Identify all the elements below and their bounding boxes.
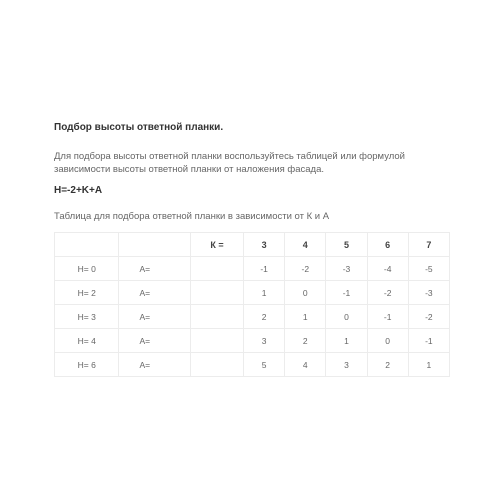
header-empty-cell	[119, 233, 191, 257]
empty-cell	[191, 305, 244, 329]
a-label-cell: А=	[119, 329, 191, 353]
intro-paragraph: Для подбора высоты ответной планки воспользуйтесь таблицей или формулой зависимости высоты ответной планки от наложения фасада.	[54, 151, 405, 175]
formula: Н=-2+K+A	[54, 185, 103, 196]
k-value-cell: 6	[367, 233, 408, 257]
h-cell: Н= 2	[55, 281, 119, 305]
lookup-table	[54, 232, 450, 377]
a-value-cell: -5	[408, 257, 449, 281]
a-value-cell: 1	[408, 353, 449, 377]
a-value-cell: -3	[326, 257, 367, 281]
a-value-cell: -1	[326, 281, 367, 305]
k-label-cell: К =	[191, 233, 244, 257]
k-value-cell: 3	[244, 233, 285, 257]
table-header-row	[55, 233, 450, 257]
a-value-cell: 1	[285, 305, 326, 329]
a-value-cell: 1	[244, 281, 285, 305]
a-value-cell: 1	[326, 329, 367, 353]
h-cell: Н= 4	[55, 329, 119, 353]
a-value-cell: 0	[285, 281, 326, 305]
h-cell: Н= 3	[55, 305, 119, 329]
k-value-cell: 4	[285, 233, 326, 257]
table-row	[55, 353, 450, 377]
a-value-cell: 4	[285, 353, 326, 377]
k-value-cell: 7	[408, 233, 449, 257]
a-value-cell: -3	[408, 281, 449, 305]
a-label-cell: А=	[119, 305, 191, 329]
a-label-cell: А=	[119, 353, 191, 377]
k-value-cell: 5	[326, 233, 367, 257]
a-label-cell: А=	[119, 281, 191, 305]
h-cell: Н= 6	[55, 353, 119, 377]
empty-cell	[191, 329, 244, 353]
a-value-cell: 5	[244, 353, 285, 377]
a-value-cell: -2	[285, 257, 326, 281]
a-value-cell: 0	[326, 305, 367, 329]
empty-cell	[191, 281, 244, 305]
empty-cell	[191, 353, 244, 377]
a-value-cell: -2	[408, 305, 449, 329]
a-value-cell: 2	[285, 329, 326, 353]
a-value-cell: 3	[326, 353, 367, 377]
a-value-cell: 0	[367, 329, 408, 353]
a-value-cell: 3	[244, 329, 285, 353]
table-row	[55, 257, 450, 281]
table-row	[55, 281, 450, 305]
a-value-cell: -1	[408, 329, 449, 353]
table-row	[55, 329, 450, 353]
a-label-cell: А=	[119, 257, 191, 281]
table-caption: Таблица для подбора ответной планки в зависимости от К и А	[54, 211, 330, 222]
a-value-cell: -2	[367, 281, 408, 305]
section-heading: Подбор высоты ответной планки.	[54, 122, 224, 133]
a-value-cell: 2	[244, 305, 285, 329]
a-value-cell: -4	[367, 257, 408, 281]
table-row	[55, 305, 450, 329]
a-value-cell: -1	[367, 305, 408, 329]
a-value-cell: -1	[244, 257, 285, 281]
article-content	[54, 121, 454, 377]
empty-cell	[191, 257, 244, 281]
a-value-cell: 2	[367, 353, 408, 377]
header-empty-cell	[55, 233, 119, 257]
h-cell: Н= 0	[55, 257, 119, 281]
